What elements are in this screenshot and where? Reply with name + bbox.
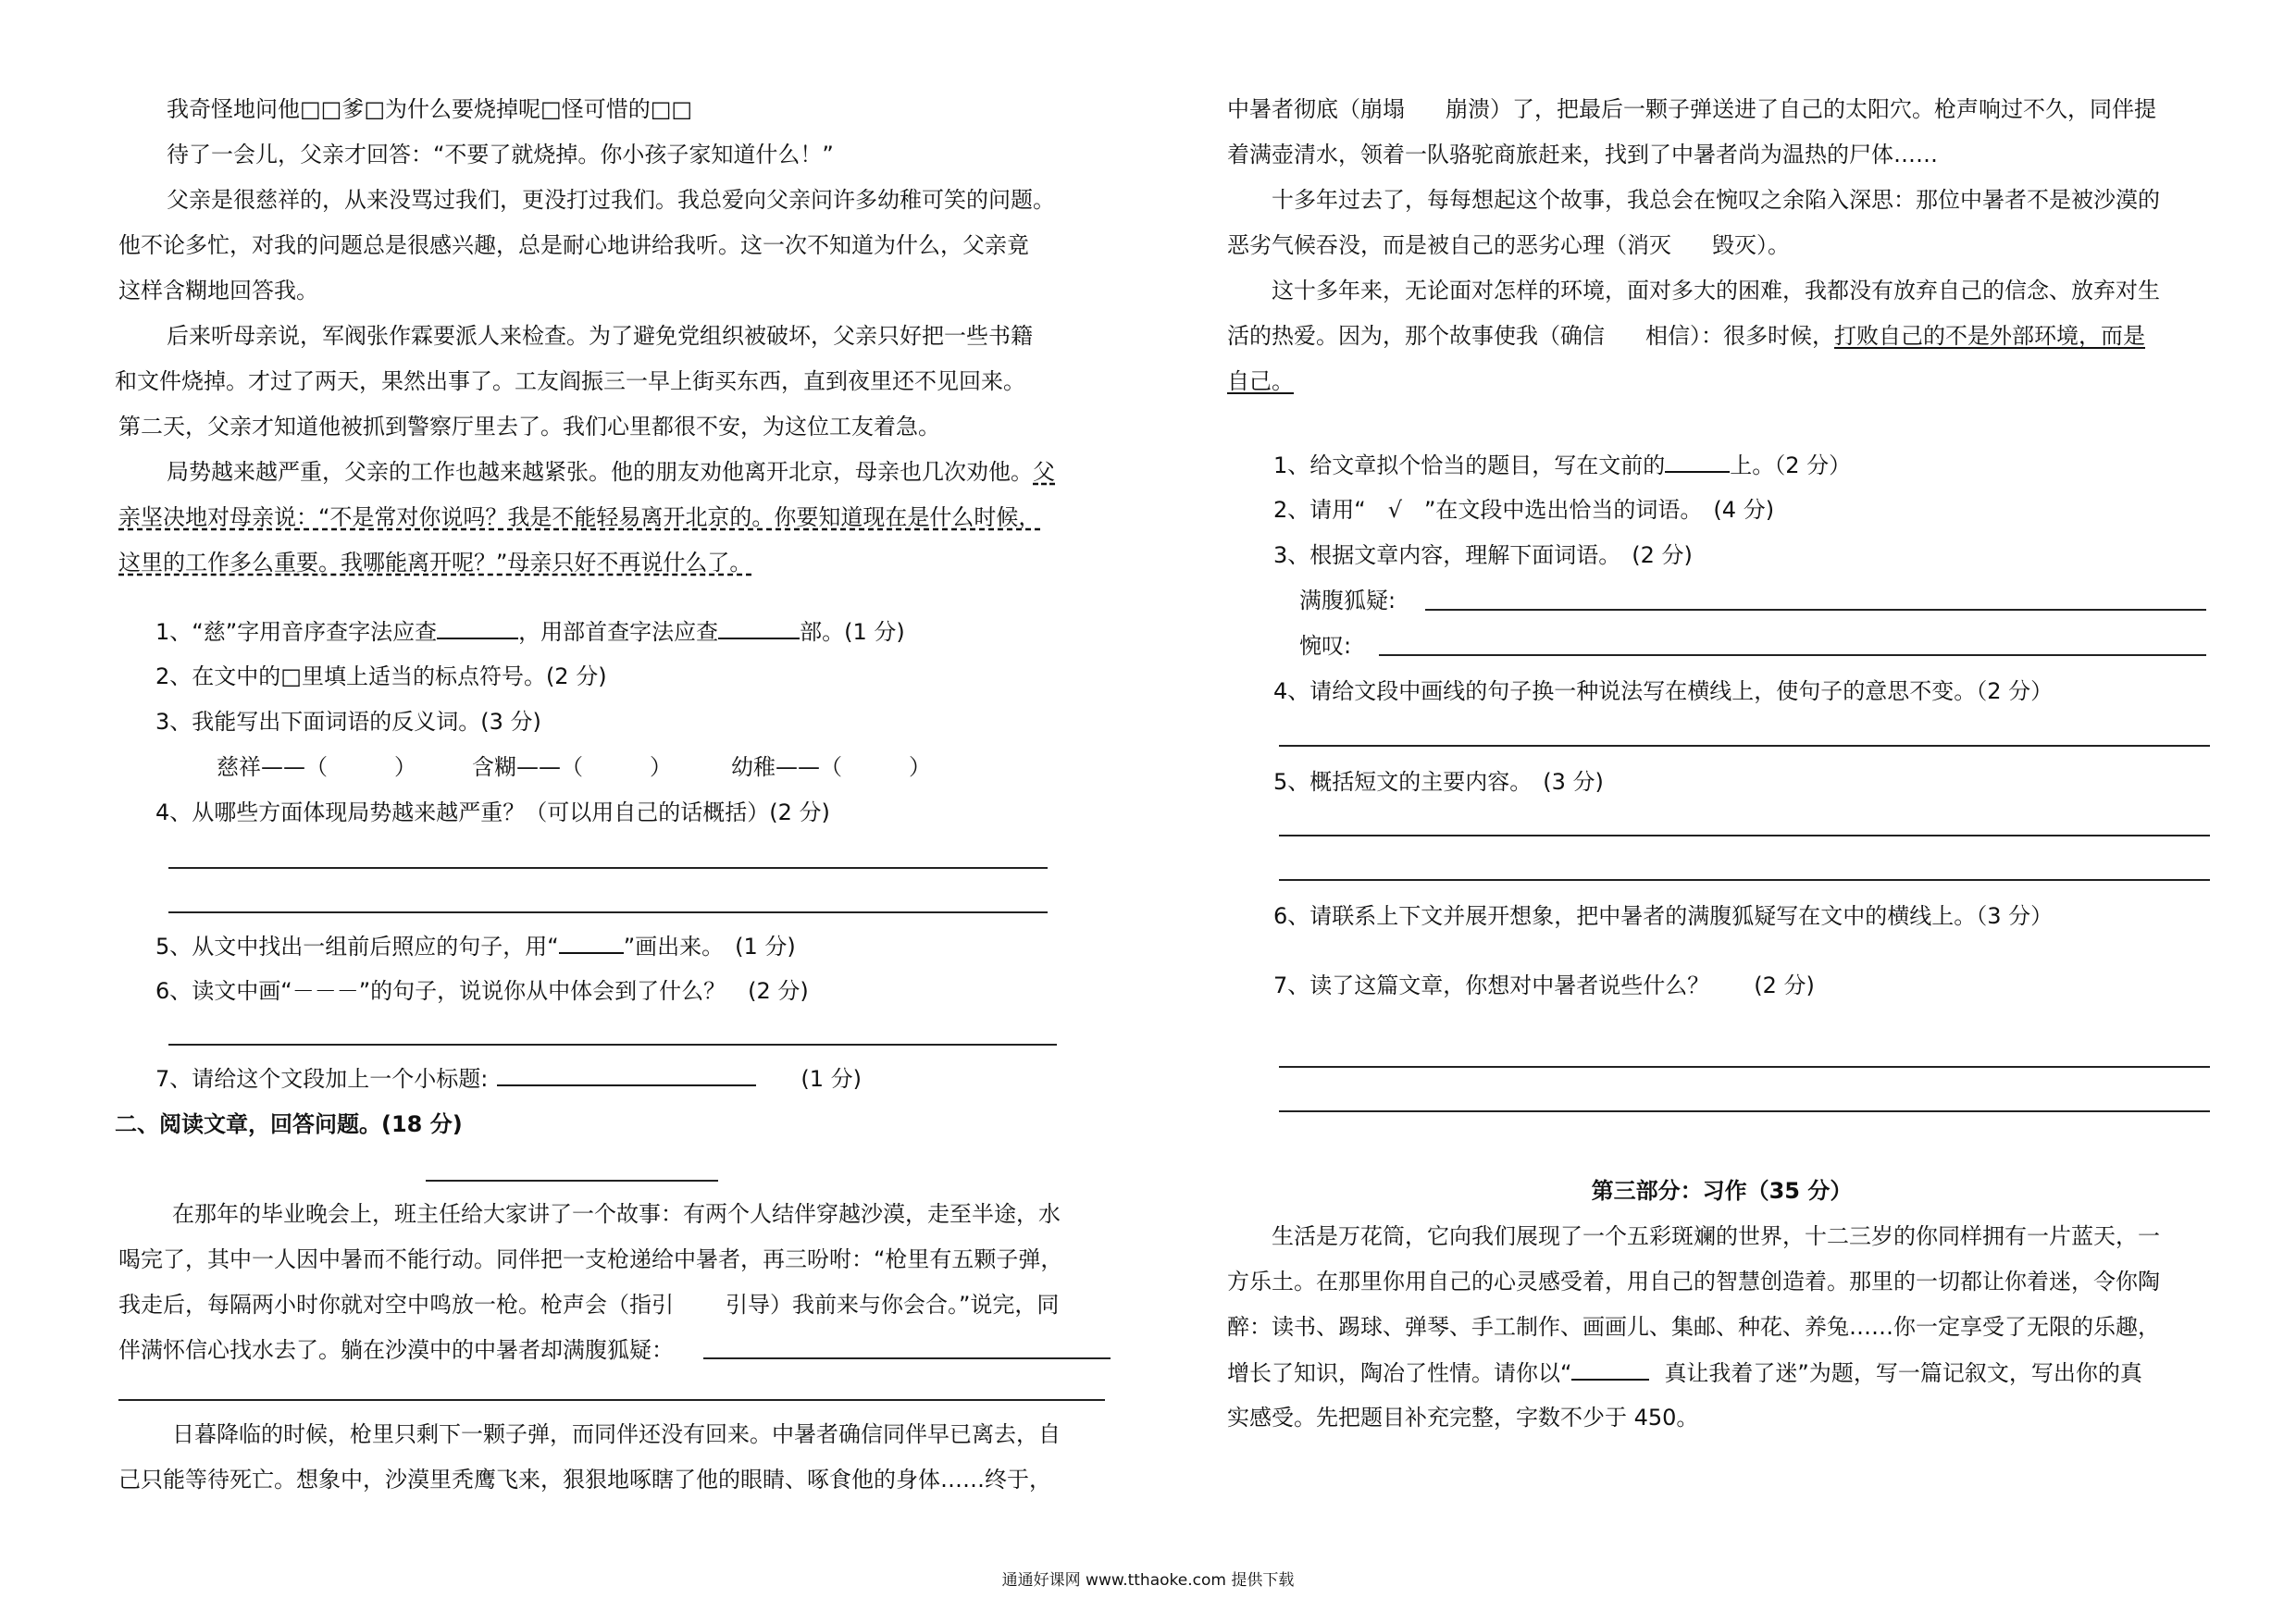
passage-text: 中暑者彻底（崩塌 [1227, 96, 1405, 122]
answer-line[interactable] [168, 911, 1048, 913]
question-4: 4、请给文段中画线的句子换一种说法写在横线上，使句子的意思不变。（2 分） [1273, 678, 2054, 704]
passage-line: 这十多年来，无论面对怎样的环境，面对多大的困难，我都没有放弃自己的信念、放弃对生 [1272, 278, 2160, 304]
passage-line [1227, 231, 1790, 259]
answer-line[interactable] [1279, 879, 2210, 881]
question-text: 1、“慈”字用音序查字法应查 [155, 619, 438, 645]
answer-line[interactable] [1425, 609, 2206, 611]
prompt-line: 生活是万花筒，它向我们展现了一个五彩斑斓的世界，十二三岁的你同样拥有一片蓝天，一 [1272, 1223, 2160, 1249]
passage-line: 在那年的毕业晚会上，班主任给大家讲了一个故事：有两个人结伴穿越沙漠，走至半途，水 [172, 1201, 1061, 1227]
question-text: 7、请给这个文段加上一个小标题: [155, 1066, 489, 1092]
question-7: 7、读了这篇文章，你想对中暑者说些什么？ (2 分) [1273, 973, 1815, 998]
title-blank[interactable] [1571, 1358, 1649, 1381]
passage-text: 引导）我前来与你会合。”说完，同 [726, 1292, 1060, 1318]
question-text: ”画出来。 (1 分) [623, 934, 796, 960]
antonym-item[interactable]: 幼稚——（ ） [731, 754, 931, 780]
passage-line: 己只能等待死亡。想象中，沙漠里秃鹰飞来，狠狠地啄瞎了他的眼睛、啄食他的身体……终于， [118, 1467, 1051, 1493]
answer-line[interactable] [1279, 835, 2210, 836]
question-6: 6、读文中画“－－－”的句子，说说你从中体会到了什么？ (2 分) [155, 978, 809, 1004]
title-blank-line[interactable] [426, 1180, 718, 1182]
footer-watermark: 通通好课网 www.tthaoke.com 提供下载 [1001, 1571, 1295, 1590]
answer-line[interactable] [168, 1044, 1057, 1046]
question-7 [155, 1064, 862, 1093]
passage-line [167, 458, 1055, 486]
question-text: (1 分) [800, 1066, 862, 1092]
passage-text: 我走后，每隔两小时你就对空中鸣放一枪。枪声会（指引 [118, 1292, 674, 1318]
question-1 [1273, 451, 1851, 479]
dashed-underlined-text: 这里的工作多么重要。我哪能离开呢？”母亲只好不再说什么了。 [118, 550, 752, 576]
question-text: 1、给文章拟个恰当的题目，写在文前的 [1273, 452, 1666, 478]
passage-line [1227, 95, 2156, 123]
vocab-label: 满腹狐疑: [1299, 588, 1396, 613]
passage-line: 和文件烧掉。才过了两天，果然出事了。工友阎振三一早上街买东西，直到夜里还不见回来。 [115, 368, 1025, 394]
question-text: 5、从文中找出一组前后照应的句子，用“ [155, 934, 559, 960]
underlined-sentence: 打败自己的不是外部环境，而是 [1834, 323, 2145, 349]
question-1 [155, 617, 905, 646]
question-3: 3、根据文章内容，理解下面词语。 (2 分) [1273, 542, 1693, 568]
answer-blank[interactable] [1665, 451, 1730, 473]
question-2: 2、在文中的□里填上适当的标点符号。(2 分) [155, 663, 607, 689]
vocab-label: 惋叹: [1299, 633, 1352, 659]
passage-text: 毁灭）。 [1712, 232, 1790, 258]
question-3: 3、我能写出下面词语的反义词。(3 分) [155, 709, 541, 735]
passage-text: 崩溃）了，把最后一颗子弹送进了自己的太阳穴。枪声响过不久，同伴提 [1446, 96, 2156, 122]
answer-blank[interactable] [718, 617, 800, 639]
dashed-underlined-text: 亲坚决地对母亲说：“不是常对你说吗？我是不能轻易离开北京的。你要知道现在是什么时候， [118, 504, 1041, 530]
passage-line: 待了一会儿，父亲才回答：“不要了就烧掉。你小孩子家知道什么！” [167, 142, 834, 167]
prompt-text: 真让我着了迷”为题，写一篇记叙文，写出你的真 [1664, 1360, 2142, 1386]
prompt-line: 实感受。先把题目补充完整，字数不少于 450。 [1227, 1405, 1699, 1431]
question-text: 部。(1 分) [800, 619, 905, 645]
passage-line [1227, 322, 2145, 350]
prompt-line: 醉：读书、踢球、弹琴、手工制作、画画儿、集邮、种花、养兔……你一定享受了无限的乐趣， [1227, 1314, 2160, 1340]
antonym-item[interactable]: 含糊——（ ） [472, 754, 672, 780]
passage-line: 伴满怀信心找水去了。躺在沙漠中的中暑者却满腹狐疑： [118, 1337, 674, 1363]
question-4: 4、从哪些方面体现局势越来越严重？（可以用自己的话概括）(2 分) [155, 799, 830, 825]
passage-text: 活的热爱。因为，那个故事使我（确信 [1227, 323, 1605, 349]
dashed-underlined-text: 父 [1033, 459, 1055, 485]
answer-line[interactable] [703, 1357, 1111, 1359]
answer-line[interactable] [1279, 1066, 2210, 1068]
answer-line[interactable] [1279, 1110, 2210, 1112]
prompt-line: 方乐土。在那里你用自己的心灵感受着，用自己的智慧创造着。那里的一切都让你着迷，令你陶 [1227, 1269, 2160, 1295]
passage-text: 相信）：很多时候， [1645, 323, 1834, 349]
passage-text: 恶劣气候吞没，而是被自己的恶劣心理（消灭 [1227, 232, 1671, 258]
question-text: 上。（2 分） [1730, 452, 1852, 478]
passage-line: 日暮降临的时候，枪里只剩下一颗子弹，而同伴还没有回来。中暑者确信同伴早已离去，自 [172, 1421, 1061, 1447]
answer-line[interactable] [118, 1399, 1105, 1401]
passage-line [118, 1291, 1059, 1319]
passage-text: 局势越来越严重，父亲的工作也越来越紧张。他的朋友劝他离开北京，母亲也几次劝他。 [167, 459, 1033, 485]
answer-line[interactable] [1279, 745, 2210, 747]
passage-line: 父亲是很慈祥的，从来没骂过我们，更没打过我们。我总爱向父亲问许多幼稚可笑的问题。 [167, 187, 1055, 213]
passage-line: 第二天，父亲才知道他被抓到警察厅里去了。我们心里都很不安，为这位工友着急。 [118, 414, 940, 440]
answer-blank[interactable] [497, 1064, 756, 1086]
answer-line[interactable] [1379, 654, 2206, 656]
passage-line: 我奇怪地问他□□爹□为什么要烧掉呢□怪可惜的□□ [167, 96, 693, 122]
passage-line: 喝完了，其中一人因中暑而不能行动。同伴把一支枪递给中暑者，再三吩咐：“枪里有五颗子弹， [118, 1246, 1063, 1272]
passage-line: 这样含糊地回答我。 [118, 278, 318, 304]
section-heading: 二、阅读文章，回答问题。(18 分) [115, 1111, 463, 1137]
question-6: 6、请联系上下文并展开想象，把中暑者的满腹狐疑写在文中的横线上。（3 分） [1273, 903, 2054, 929]
question-5 [155, 932, 796, 960]
section-heading: 第三部分：习作（35 分） [1591, 1178, 1853, 1204]
prompt-line [1227, 1358, 2142, 1387]
answer-blank[interactable] [437, 617, 518, 639]
passage-line: 他不论多忙，对我的问题总是很感兴趣，总是耐心地讲给我听。这一次不知道为什么，父亲竟 [118, 232, 1029, 258]
underlined-sentence: 自己。 [1227, 368, 1294, 394]
answer-line[interactable] [168, 867, 1048, 869]
passage-line: 着满壶清水，领着一队骆驼商旅赶来，找到了中暑者尚为温热的尸体…… [1227, 142, 1938, 167]
antonym-item[interactable]: 慈祥——（ ） [217, 754, 416, 780]
prompt-text: 增长了知识，陶冶了性情。请你以“ [1227, 1360, 1572, 1386]
question-5: 5、概括短文的主要内容。 (3 分) [1273, 769, 1604, 795]
underline-sample [559, 932, 624, 954]
passage-line: 后来听母亲说，军阀张作霖要派人来检查。为了避免党组织被破坏，父亲只好把一些书籍 [167, 323, 1033, 349]
passage-line: 十多年过去了，每每想起这个故事，我总会在惋叹之余陷入深思：那位中暑者不是被沙漠的 [1272, 187, 2160, 213]
question-2: 2、请用“ √ ”在文段中选出恰当的词语。 (4 分) [1273, 497, 1775, 523]
question-text: ，用部首查字法应查 [518, 619, 719, 645]
